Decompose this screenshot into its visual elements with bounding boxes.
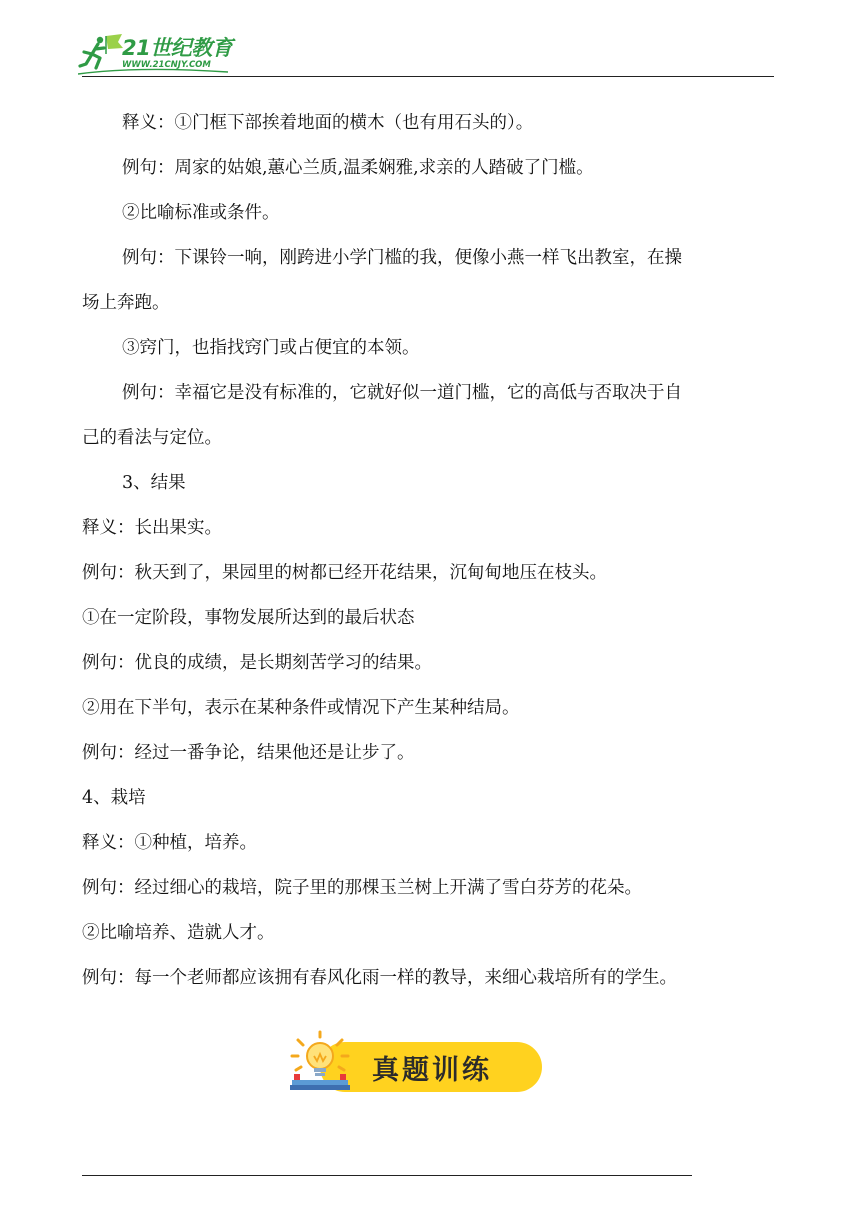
- site-logo: [78, 30, 248, 78]
- text-line: ③窍门，也指找窍门或占便宜的本领。: [122, 338, 420, 358]
- text-line: ②比喻标准或条件。: [122, 203, 280, 223]
- text-line: 例句：优良的成绩，是长期刻苦学习的结果。: [82, 653, 432, 673]
- text-line: 例句：幸福它是没有标准的，它就好似一道门槛，它的高低与否取决于自: [122, 383, 682, 403]
- page-header: [0, 0, 860, 80]
- section-heading: 4、栽培: [82, 788, 146, 808]
- logo-url: WWW.21CNJY.COM: [122, 60, 211, 70]
- text-line: 释义：长出果实。: [82, 518, 222, 538]
- text-line: 释义：①门框下部挨着地面的横木（也有用石头的）。: [122, 113, 534, 133]
- section-banner: [288, 1030, 544, 1100]
- header-divider: [82, 76, 774, 77]
- text-line: 释义：①种植，培养。: [82, 833, 257, 853]
- text-line: ②比喻培养、造就人才。: [82, 923, 275, 943]
- text-line: 例句：下课铃一响，刚跨进小学门槛的我，便像小燕一样飞出教室，在操: [122, 248, 682, 268]
- document-body: [82, 101, 774, 1001]
- text-line: ①在一定阶段，事物发展所达到的最后状态: [82, 608, 415, 628]
- text-line: 场上奔跑。: [82, 293, 170, 313]
- logo-text: 21世纪教育: [122, 36, 233, 60]
- footer-divider: [82, 1175, 692, 1176]
- text-line: 例句：周家的姑娘,蕙心兰质,温柔娴雅,求亲的人踏破了门槛。: [122, 158, 594, 178]
- text-line: 己的看法与定位。: [82, 428, 222, 448]
- text-line: 例句：秋天到了，果园里的树都已经开花结果，沉甸甸地压在枝头。: [82, 563, 607, 583]
- text-line: ②用在下半句，表示在某种条件或情况下产生某种结局。: [82, 698, 520, 718]
- text-line: 例句：每一个老师都应该拥有春风化雨一样的教导，来细心栽培所有的学生。: [82, 968, 677, 988]
- text-line: 例句：经过一番争论，结果他还是让步了。: [82, 743, 415, 763]
- text-line: 例句：经过细心的栽培，院子里的那棵玉兰树上开满了雪白芬芳的花朵。: [82, 878, 642, 898]
- lightbulb-icon: [288, 1030, 352, 1096]
- section-heading: 3、结果: [122, 473, 186, 493]
- banner-title: 真题训练: [372, 1055, 492, 1086]
